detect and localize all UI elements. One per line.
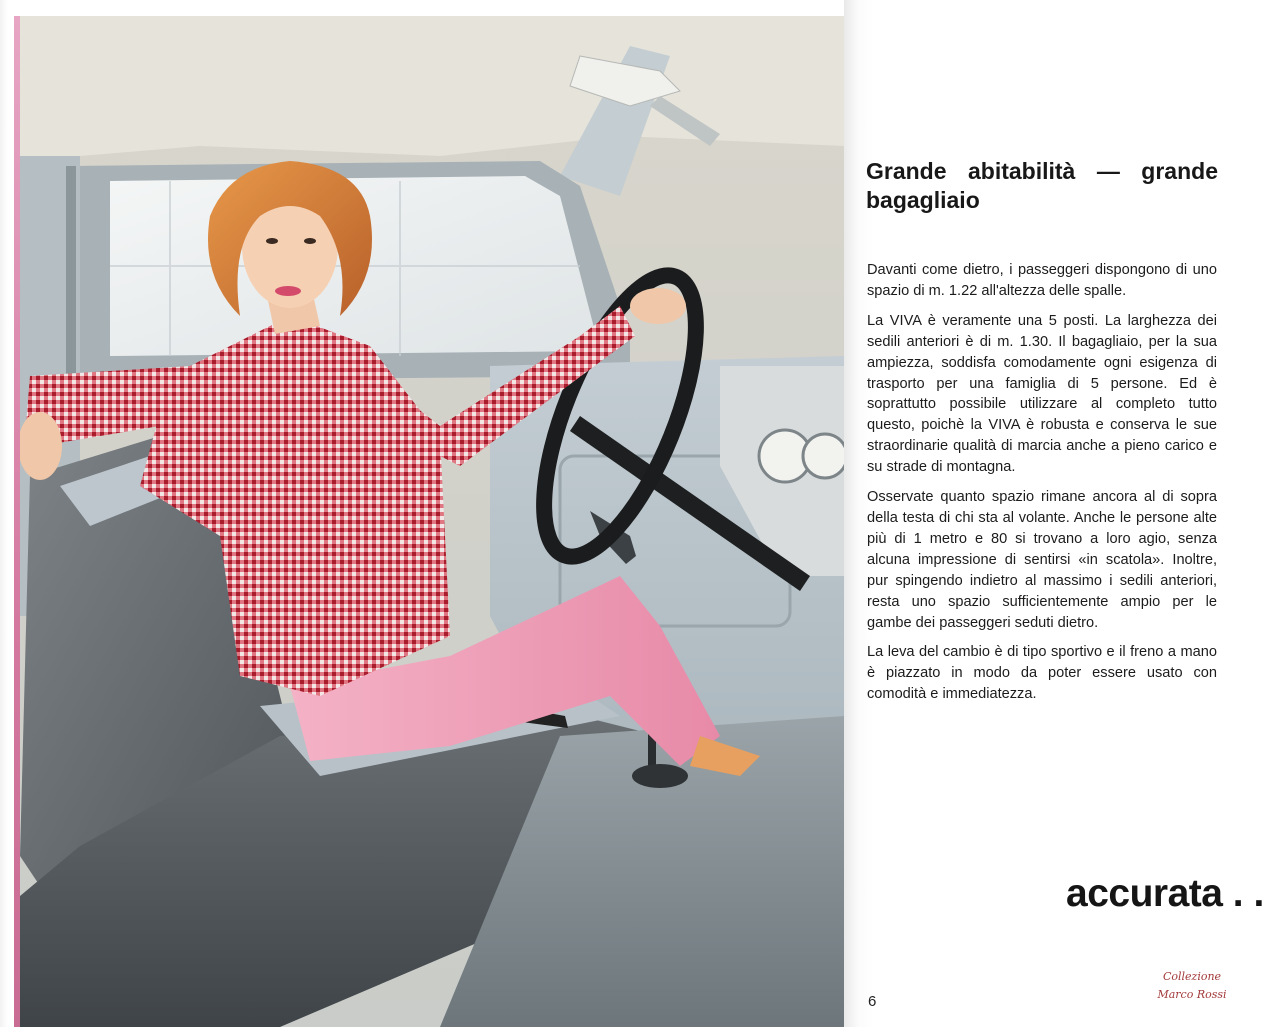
collection-stamp xyxy=(1152,968,1232,1004)
paragraph-2: La VIVA è veramente una 5 posti. La larghezza dei sedili anteriori è di m. 1.30. Il bagagliaio, per la sua ampiezza, soddisfa comodamente ogni esigenza di trasporto per una famiglia di 5 persone. Ed è soprattutto possibile utilizzare al completo tutto questo, poichè la VIVA è robusta e conserva le sue straordinarie qualità di marcia anche a pieno carico e su strade di montagna. xyxy=(867,312,1217,476)
article-title xyxy=(866,157,1218,215)
title-line-2: bagagliaio xyxy=(866,187,980,213)
gauge-right xyxy=(803,434,844,478)
car-interior-photo xyxy=(20,16,844,1027)
paragraph-3: Osservate quanto spazio rimane ancora al di sopra della testa di chi sta al volante. Anche le persone alte più di 1 metro e 80 si trovano a loro agio, senza alcuna impressione di sentirsi «in scatola». Inoltre, pur spingendo indietro al massimo i sedili anteriori, resta uno spazio sufficientemente ampio per le gambe dei passeggeri seduti dietro. xyxy=(867,489,1217,631)
paragraph-4: La leva del cambio è di tipo sportivo e il freno a mano è piazzato in modo da poter essere usato con comodità e immediatezza. xyxy=(867,644,1217,703)
stamp-line-2: Marco Rossi xyxy=(1157,988,1227,1001)
title-line-1: Grande abitabilità — grande xyxy=(866,158,1218,184)
page-number: 6 xyxy=(868,993,877,1010)
stamp-line-1: Collezione xyxy=(1162,970,1222,983)
continuation-heading: accurata . . xyxy=(1066,872,1264,915)
article-body xyxy=(867,260,1217,714)
paragraph-1: Davanti come dietro, i passeggeri dispongono di uno spazio di m. 1.22 all'altezza delle spalle. xyxy=(867,262,1217,299)
